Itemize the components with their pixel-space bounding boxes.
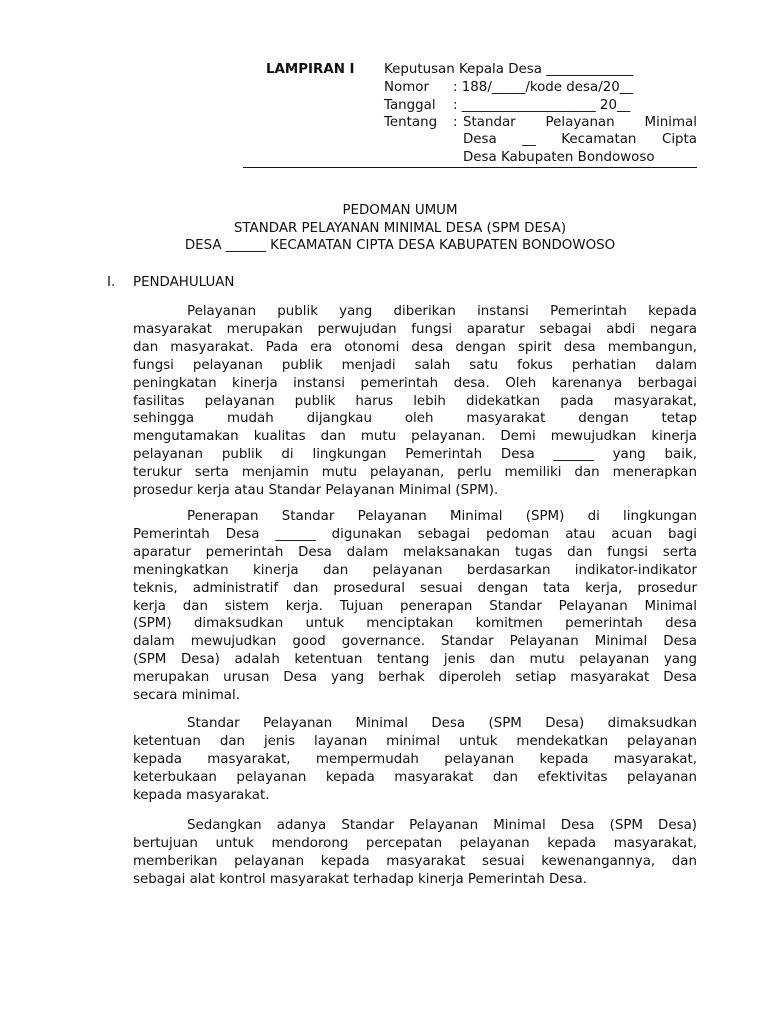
tentang-colon: : — [453, 115, 458, 130]
lampiran-label: LAMPIRAN I — [266, 62, 355, 77]
paragraph-line: merupakan urusan Desa yang berhak diperoleh setiap masyarakat Desa — [133, 670, 697, 686]
paragraph-line: Pelayanan publik yang diberikan instansi Pemerintah kepada — [187, 304, 697, 319]
paragraph-line: fungsi pelayanan publik menjadi salah satu fokus perhatian dalam — [133, 357, 697, 373]
paragraph-line: memberikan pelayanan kepada masyarakat sesuai kewenangannya, dan — [133, 853, 697, 869]
section-number: I. — [107, 275, 116, 290]
paragraph-line: sebagai alat kontrol masyarakat terhadap kinerja Pemerintah Desa. — [133, 871, 587, 887]
section-heading: PENDAHULUAN — [133, 275, 235, 290]
paragraph-line: fasilitas pelayanan publik harus lebih didekatkan pada masyarakat, — [133, 393, 697, 409]
paragraph-line: pelayanan publik di lingkungan Pemerintah Desa ______ yang baik, — [133, 447, 697, 463]
title-line-2: STANDAR PELAYANAN MINIMAL DESA (SPM DESA) — [233, 221, 567, 236]
tanggal-label: Tanggal — [384, 98, 436, 113]
paragraph-line: terukur serta menjamin mutu pelayanan, perlu memiliki dan menerapkan — [133, 465, 697, 481]
tentang-label: Tentang — [384, 115, 438, 130]
paragraph-line: dan masyarakat. Pada era otonomi desa dengan spirit desa membangun, — [133, 339, 697, 355]
paragraph-2 — [133, 508, 697, 705]
paragraph-line: secara minimal. — [133, 688, 240, 704]
paragraph-line: sehingga mudah dijangkau oleh masyarakat dengan tetap — [133, 411, 697, 427]
keputusan-text: Keputusan Kepala Desa _____________ — [384, 62, 634, 77]
paragraph-line: Pemerintah Desa ______ digunakan sebagai pedoman atau acuan bagi — [133, 526, 697, 542]
paragraph-line: Penerapan Standar Pelayanan Minimal (SPM) di lingkungan — [187, 509, 697, 524]
paragraph-line: (SPM) dimaksudkan untuk menciptakan komitmen pemerintah desa — [133, 616, 697, 632]
paragraph-line: kepada masyarakat. — [133, 787, 270, 803]
paragraph-line: keterbukaan pelayanan kepada masyarakat dan efektivitas pelayanan — [133, 769, 697, 785]
paragraph-line: kepada masyarakat, mempermudah pelayanan kepada masyarakat, — [133, 751, 697, 767]
paragraph-line: teknis, administratif dan prosedural sesuai dengan tata kerja, prosedur — [133, 580, 697, 596]
paragraph-4 — [133, 817, 697, 889]
paragraph-line: aparatur pemerintah Desa dalam melaksanakan tugas dan fungsi serta — [133, 544, 697, 560]
tanggal-value: : ____________________ 20__ — [453, 98, 631, 113]
paragraph-3 — [133, 715, 697, 805]
paragraph-line: dalam mewujudkan good governance. Standar Pelayanan Minimal Desa — [133, 634, 697, 650]
tentang-line-3: Desa Kabupaten Bondowoso — [463, 150, 655, 165]
paragraph-line: bertujuan untuk mendorong percepatan pelayanan kepada masyarakat, — [133, 835, 697, 851]
paragraph-line: Sedangkan adanya Standar Pelayanan Minimal Desa (SPM Desa) — [187, 818, 697, 833]
paragraph-1 — [133, 303, 697, 500]
title-line-3: DESA ______ KECAMATAN CIPTA DESA KABUPATEN BONDOWOSO — [184, 238, 616, 253]
title-line-1: PEDOMAN UMUM — [342, 203, 458, 218]
nomor-label: Nomor — [384, 80, 429, 95]
paragraph-line: (SPM Desa) adalah ketentuan tentang jenis dan mutu pelayanan yang — [133, 652, 697, 668]
paragraph-line: masyarakat merupakan perwujudan fungsi aparatur sebagai abdi negara — [133, 321, 697, 337]
paragraph-line: kerja dan sistem kerja. Tujuan penerapan Standar Pelayanan Minimal — [133, 598, 697, 614]
tentang-line-2: Desa __ Kecamatan Cipta — [463, 132, 697, 147]
paragraph-line: Standar Pelayanan Minimal Desa (SPM Desa) dimaksudkan — [187, 716, 697, 731]
paragraph-line: mengutamakan kualitas dan mutu pelayanan. Demi mewujudkan kinerja — [133, 429, 697, 445]
paragraph-line: prosedur kerja atau Standar Pelayanan Minimal (SPM). — [133, 483, 499, 499]
nomor-value: : 188/_____/kode desa/20__ — [453, 80, 634, 95]
header-divider — [243, 167, 697, 168]
paragraph-line: meningkatkan kinerja dan pelayanan berdasarkan indikator-indikator — [133, 562, 697, 578]
paragraph-line: peningkatan kinerja instansi pemerintah desa. Oleh karenanya berbagai — [133, 375, 697, 391]
paragraph-line: ketentuan dan jenis layanan minimal untuk mendekatkan pelayanan — [133, 733, 697, 749]
tentang-line-1: Standar Pelayanan Minimal — [463, 115, 697, 130]
